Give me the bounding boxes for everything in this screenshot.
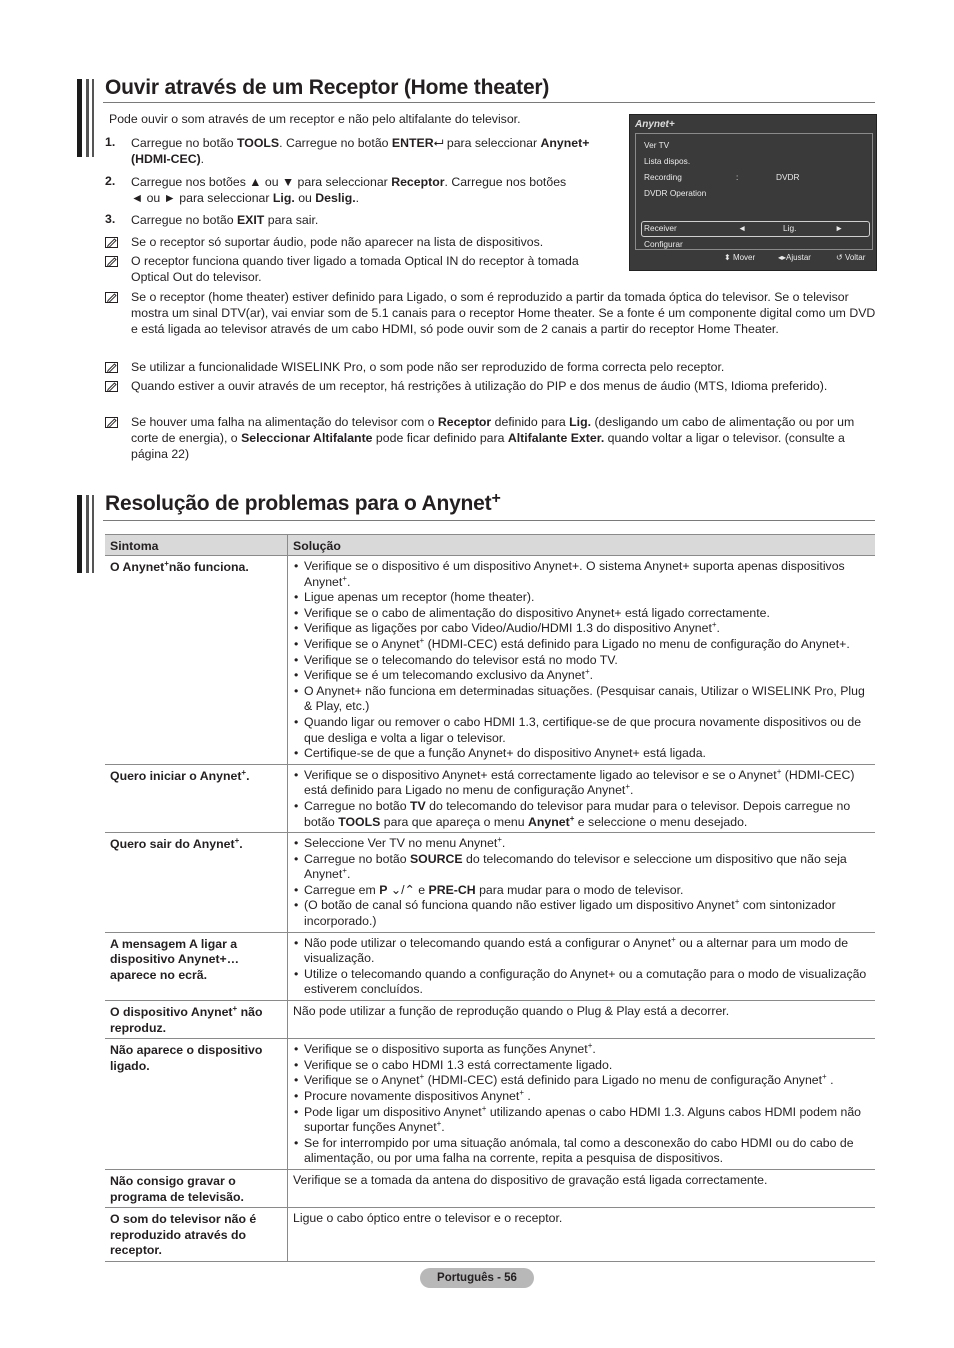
solution-item: • Verifique se o Anynet+ (HDMI-CEC) está definido para Ligado no menu de configuração Anynet+ . <box>293 1073 870 1089</box>
section-marker <box>77 79 82 157</box>
note-text: Se o receptor só suportar áudio, pode não aparecer na lista de dispositivos. <box>131 235 544 249</box>
note-icon <box>105 291 119 303</box>
osd-footer-back-label: Voltar <box>844 253 866 262</box>
symptom-cell: Não aparece o dispositivo ligado. <box>105 1039 288 1170</box>
section2-title-sup: + <box>491 490 501 507</box>
osd-recording-value: DVDR <box>776 172 800 182</box>
note-text: Se utilizar a funcionalidade WISELINK Pro, o som pode não ser reproduzido de forma correcta pelo receptor. <box>131 360 725 374</box>
page-number-badge: Português - 56 <box>420 1268 534 1288</box>
symptom-cell: A mensagem A ligar a dispositivo Anynet+… aparece no ecrã. <box>105 932 288 1000</box>
symptom-cell: Não consigo gravar o programa de televisão. <box>105 1169 288 1207</box>
step-text: Carregue no botão EXIT para sair. <box>131 213 319 227</box>
osd-recording-sep: : <box>736 172 739 182</box>
osd-item: Configurar <box>644 239 683 249</box>
step-number: 2. <box>105 174 116 188</box>
note-icon <box>105 255 119 267</box>
leftright-icon: ◂▸ <box>778 253 787 262</box>
table-row <box>105 1208 875 1262</box>
section1-rule <box>103 102 875 103</box>
solution-cell <box>288 833 876 933</box>
solution-item: • O Anynet+ não funciona em determinadas situações. (Pesquisar canais, Utilizar o WISELINK Pro, Plug & Play, etc.) <box>293 684 870 715</box>
solution-item: • Quando ligar ou remover o cabo HDMI 1.3, certifique-se de que procura novamente dispositivos ou de que desliga e volta a ligar o televisor. <box>293 715 870 746</box>
section2-title-text: Resolução de problemas para o Anynet <box>105 492 492 515</box>
symptom-cell: Quero sair do Anynet+. <box>105 833 288 933</box>
solution-item: • Carregue em P ⌄/⌃ e PRE-CH para mudar para o modo de televisor. <box>293 883 870 899</box>
osd-footer-move <box>724 253 755 262</box>
solution-item: • (O botão de canal só funciona quando não estiver ligado um dispositivo Anynet+ com sintonizador incorporado.) <box>293 898 870 929</box>
note-icon <box>105 380 119 392</box>
section1-intro: Pode ouvir o som através de um receptor e não pelo altifalante do televisor. <box>109 112 521 126</box>
osd-footer-move-label: Mover <box>732 253 756 262</box>
updown-icon: ⬍ <box>724 253 731 262</box>
osd-panel <box>635 133 873 250</box>
solution-cell <box>288 932 876 1000</box>
step-number: 3. <box>105 212 116 226</box>
solution-item: • Verifique se o cabo HDMI 1.3 está correctamente ligado. <box>293 1058 870 1074</box>
section2-title <box>105 492 501 516</box>
solution-item: • Verifique se o dispositivo Anynet+ está correctamente ligado ao televisor e se o Anynet+ (HDMI-CEC) está definido para Ligado no menu de configuração Anynet+. <box>293 768 870 799</box>
table-row <box>105 932 875 1000</box>
solution-item: • Verifique as ligações por cabo Video/Audio/HDMI 1.3 do dispositivo Anynet+. <box>293 621 870 637</box>
osd-footer-back <box>836 253 865 262</box>
osd-footer-adjust-label: Ajustar <box>786 253 811 262</box>
osd-item-receiver: Receiver <box>644 223 677 233</box>
table-row <box>105 764 875 832</box>
solution-item: • Verifique se o cabo de alimentação do dispositivo Anynet+ está ligado correctamente. <box>293 606 870 622</box>
step-number: 1. <box>105 135 116 149</box>
anynet-logo: Anynet+ <box>635 119 675 130</box>
section-marker <box>77 495 82 573</box>
solution-item: • Pode ligar um dispositivo Anynet+ utilizando apenas o cabo HDMI 1.3. Alguns cabos HDMI podem não suportar funções Anynet+. <box>293 1105 870 1136</box>
solution-cell <box>288 556 876 765</box>
section-marker-thin <box>86 79 89 157</box>
step-text: Carregue nos botões ▲ ou ▼ para seleccionar Receptor. Carregue nos botões ◄ ou ► para seleccionar Lig. ou Deslig.. <box>131 175 567 206</box>
return-icon: ↺ <box>836 253 843 262</box>
troubleshooting-table <box>105 534 875 1262</box>
header-solution: Solução <box>288 535 876 556</box>
solution-item: • Utilize o telecomando quando a configuração do Anynet+ ou a comutação para o modo de visualização estiverem concluídos. <box>293 967 870 998</box>
osd-item: Lista dispos. <box>644 156 691 166</box>
solution-item: • Ligue apenas um receptor (home theater). <box>293 590 870 606</box>
step-text: Carregue no botão TOOLS. Carregue no botão ENTER⮠ para seleccionar Anynet+ (HDMI-CEC). <box>131 136 590 167</box>
solution-item: • Verifique se o dispositivo suporta as funções Anynet+. <box>293 1042 870 1058</box>
anynet-osd-menu <box>629 114 877 271</box>
solution-cell: Não pode utilizar a função de reprodução quando o Plug & Play está a decorrer. <box>288 1001 876 1039</box>
table-row <box>105 1001 875 1039</box>
section1-title: Ouvir através de um Receptor (Home theater) <box>105 76 550 99</box>
solution-item: • Carregue no botão SOURCE do telecomando do televisor e seleccione um dispositivo que não seja Anynet+. <box>293 852 870 883</box>
solution-item: • Certifique-se de que a função Anynet+ do dispositivo Anynet+ está ligada. <box>293 746 870 762</box>
section-marker-thin <box>92 79 94 157</box>
solution-item: • Se for interrompido por uma situação anómala, tal como a desconexão do cabo HDMI ou do cabo de alimentação, ou por uma falha na corrente, repita a pesquisa de dispositivos. <box>293 1136 870 1167</box>
solution-cell <box>288 764 876 832</box>
osd-item: Recording <box>644 172 682 182</box>
table-row <box>105 1169 875 1207</box>
note-icon <box>105 236 119 248</box>
symptom-cell: O Anynet+não funciona. <box>105 556 288 765</box>
section-marker-thin <box>86 495 89 573</box>
section2-rule <box>103 520 875 521</box>
solution-item: • Carregue no botão TV do telecomando do televisor para mudar para o televisor. Depois carregue no botão TOOLS para que apareça o menu Anynet+ e seleccione o menu desejado. <box>293 799 870 830</box>
solution-item: • Não pode utilizar o telecomando quando está a configurar o Anynet+ ou a alternar para um modo de visualização. <box>293 936 870 967</box>
osd-receiver-value: Lig. <box>783 223 797 233</box>
section-marker-thin <box>92 495 94 573</box>
osd-item: DVDR Operation <box>644 188 707 198</box>
note-icon <box>105 361 119 373</box>
solution-item: • Procure novamente dispositivos Anynet+ . <box>293 1089 870 1105</box>
solution-cell: Verifique se a tomada da antena do dispositivo de gravação está ligada correctamente. <box>288 1169 876 1207</box>
solution-cell <box>288 1039 876 1170</box>
note-icon <box>105 416 119 428</box>
table-row <box>105 1039 875 1170</box>
table-row <box>105 833 875 933</box>
solution-item: • Verifique se é um telecomando exclusivo da Anynet+. <box>293 668 870 684</box>
note-text: Se o receptor (home theater) estiver definido para Ligado, o som é reproduzido a partir da tomada óptica do televisor. Se o televisor mostra um sinal DTV(ar), vai enviar som de 5.1 canais para o receptor Home theater. Se a fonte é um componente digital como um DVD e está ligada ao televisor através de um cabo HDMI, só pode ouvir som de 2 canais a partir do receptor Home Theater. <box>131 290 876 337</box>
osd-footer-adjust <box>778 253 811 262</box>
left-arrow-icon: ◄ <box>738 223 747 233</box>
symptom-cell: O som do televisor não é reproduzido através do receptor. <box>105 1208 288 1262</box>
header-symptom: Sintoma <box>105 535 288 556</box>
solution-cell: Ligue o cabo óptico entre o televisor e o receptor. <box>288 1208 876 1262</box>
osd-item: Ver TV <box>644 140 670 150</box>
table-header-row <box>105 535 875 556</box>
note-text: Quando estiver a ouvir através de um receptor, há restrições à utilização do PIP e dos menus de áudio (MTS, Idioma preferido). <box>131 379 828 393</box>
symptom-cell: O dispositivo Anynet+ não reproduz. <box>105 1001 288 1039</box>
solution-item: • Verifique se o Anynet+ (HDMI-CEC) está definido para Ligado no menu de configuração do Anynet+. <box>293 637 870 653</box>
table-row <box>105 556 875 765</box>
symptom-cell: Quero iniciar o Anynet+. <box>105 764 288 832</box>
note-text: O receptor funciona quando tiver ligado a tomada Optical IN do receptor à tomada Optical Out do televisor. <box>131 254 579 285</box>
solution-item: • Verifique se o telecomando do televisor está no modo TV. <box>293 653 870 669</box>
solution-item: • Verifique se o dispositivo é um dispositivo Anynet+. O sistema Anynet+ suporta apenas dispositivos Anynet+. <box>293 559 870 590</box>
solution-item: • Seleccione Ver TV no menu Anynet+. <box>293 836 870 852</box>
note-text: Se houver uma falha na alimentação do televisor com o Receptor definido para Lig. (desligando um cabo de alimentação ou por um corte de energia), o Seleccionar Altifalante pode ficar definido para Altifalante Exter. quando voltar a ligar o televisor. (consulte a página 22) <box>131 415 855 462</box>
right-arrow-icon: ► <box>835 223 844 233</box>
